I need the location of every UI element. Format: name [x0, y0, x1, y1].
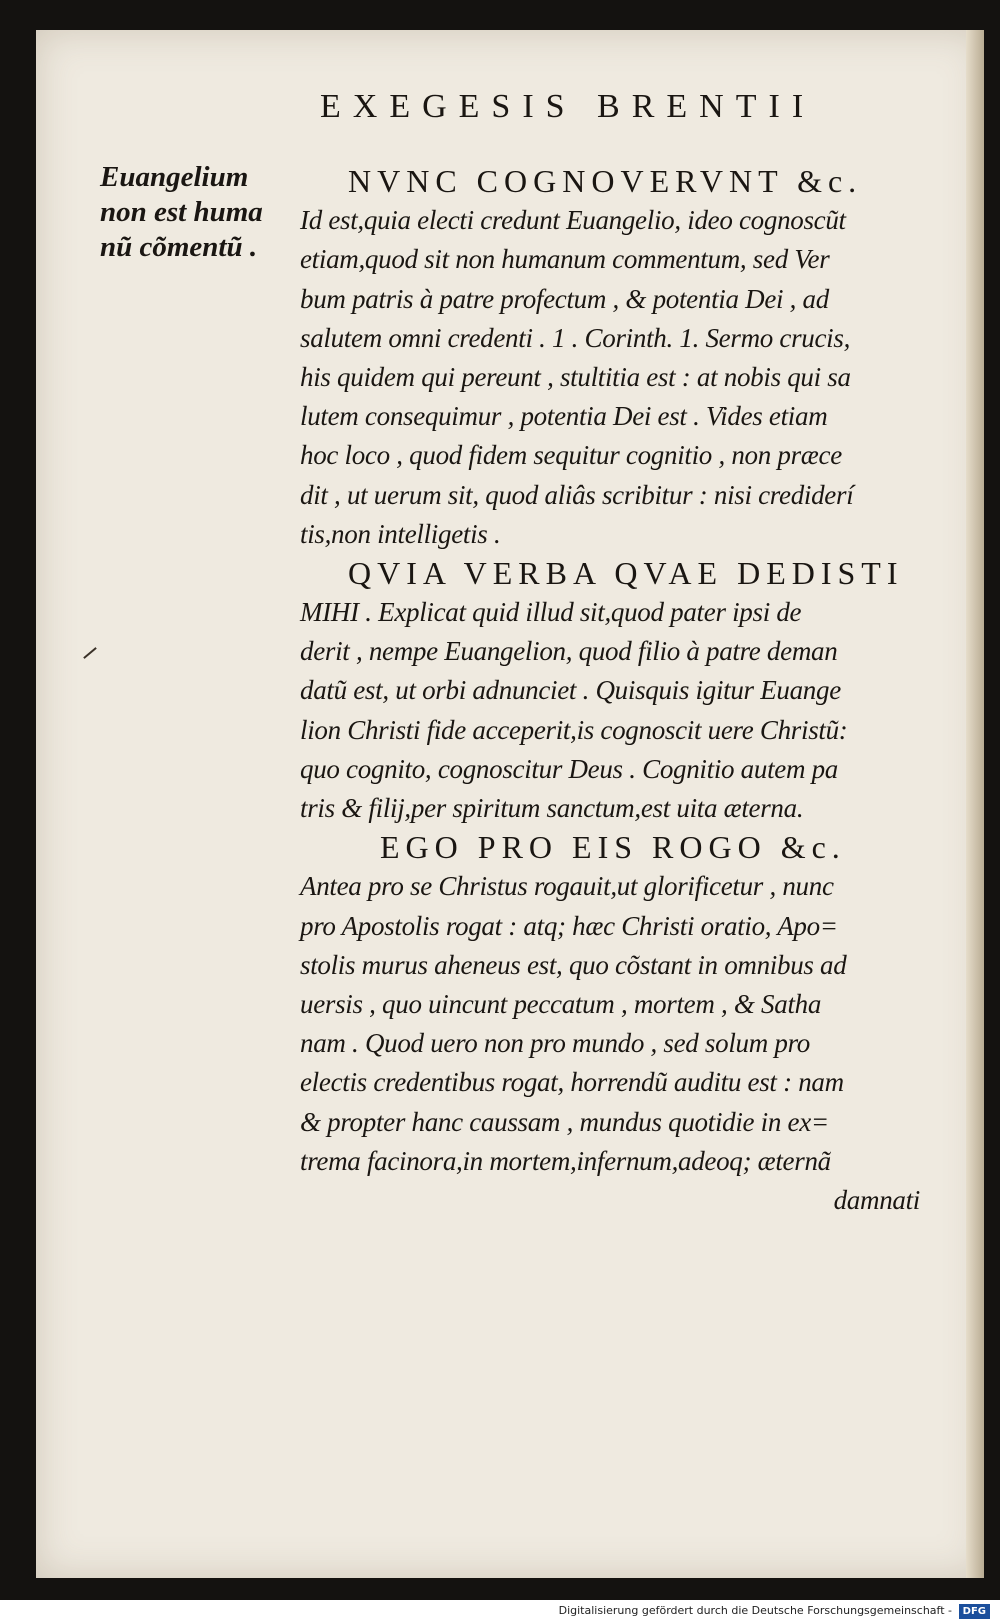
text-line: & propter hanc caussam , mundus quotidie in ex=	[300, 1106, 829, 1137]
digitization-footer	[0, 1600, 1000, 1624]
text-line: salutem omni credenti . 1 . Corinth. 1. Sermo crucis,	[300, 322, 851, 353]
text-line: electis credentibus rogat, horrendũ auditu est : nam	[300, 1067, 844, 1098]
lemma-heading: EGO PRO EIS ROGO &c.	[380, 829, 846, 866]
page-gutter	[966, 30, 984, 1578]
text-line: Antea pro se Christus rogauit,ut glorificetur , nunc	[300, 871, 834, 902]
text-line: datũ est, ut orbi adnunciet . Quisquis igitur Euange	[300, 675, 841, 706]
text-line: nam . Quod uero non pro mundo , sed solum pro	[300, 1028, 810, 1059]
text-line: tris & filij,per spiritum sanctum,est uita æterna.	[300, 793, 804, 823]
text-line: tis,non intelligetis .	[300, 518, 501, 549]
marginal-note-line: non est huma	[100, 196, 263, 228]
lemma-heading: QVIA VERBA QVAE DEDISTI	[348, 554, 904, 591]
text-line: pro Apostolis rogat : atq; hæc Christi oratio, Apo=	[300, 910, 838, 941]
marginal-note	[100, 160, 275, 265]
marginal-note-line: Euangelium	[100, 161, 249, 193]
text-line: his quidem qui pereunt , stultitia est : at nobis qui sa	[300, 361, 851, 392]
text-line: dit , ut uerum sit, quod aliâs scribitur : nisi crediderí	[300, 479, 854, 510]
main-text	[300, 162, 920, 1220]
text-line: uersis , quo uincunt peccatum , mortem , & Satha	[300, 988, 822, 1019]
text-line: stolis murus aheneus est, quo cõstant in omnibus ad	[300, 949, 847, 980]
text-line: bum patris à patre profectum , & potentia Dei , ad	[300, 283, 829, 314]
text-line: MIHI . Explicat quid illud sit,quod pater ipsi de	[300, 597, 802, 628]
text-line: trema facinora,in mortem,infernum,adeoq; æternã	[300, 1145, 831, 1176]
text-line: lutem consequimur , potentia Dei est . Vides etiam	[300, 401, 828, 432]
text-line: derit , nempe Euangelion, quod filio à patre deman	[300, 636, 838, 667]
marginal-note-line: nũ cõmentũ .	[100, 231, 258, 263]
dfg-logo-badge: DFG	[959, 1604, 990, 1619]
running-head: EXEGESIS BRENTII	[320, 88, 816, 125]
text-line: etiam,quod sit non humanum commentum, sed Ver	[300, 244, 830, 275]
text-line: hoc loco , quod fidem sequitur cognitio , non præce	[300, 440, 842, 471]
catchword: damnati	[833, 1184, 920, 1215]
text-line: quo cognito, cognoscitur Deus . Cognitio autem pa	[300, 753, 839, 784]
text-line: lion Christi fide acceperit,is cognoscit uere Christũ:	[300, 714, 848, 745]
footer-credit: Digitalisierung gefördert durch die Deutsche Forschungsgemeinschaft -	[558, 1604, 952, 1617]
text-line: Id est,quia electi credunt Euangelio, ideo cognoscũt	[300, 205, 846, 236]
lemma-heading: NVNC COGNOVERVNT &c.	[348, 163, 863, 199]
